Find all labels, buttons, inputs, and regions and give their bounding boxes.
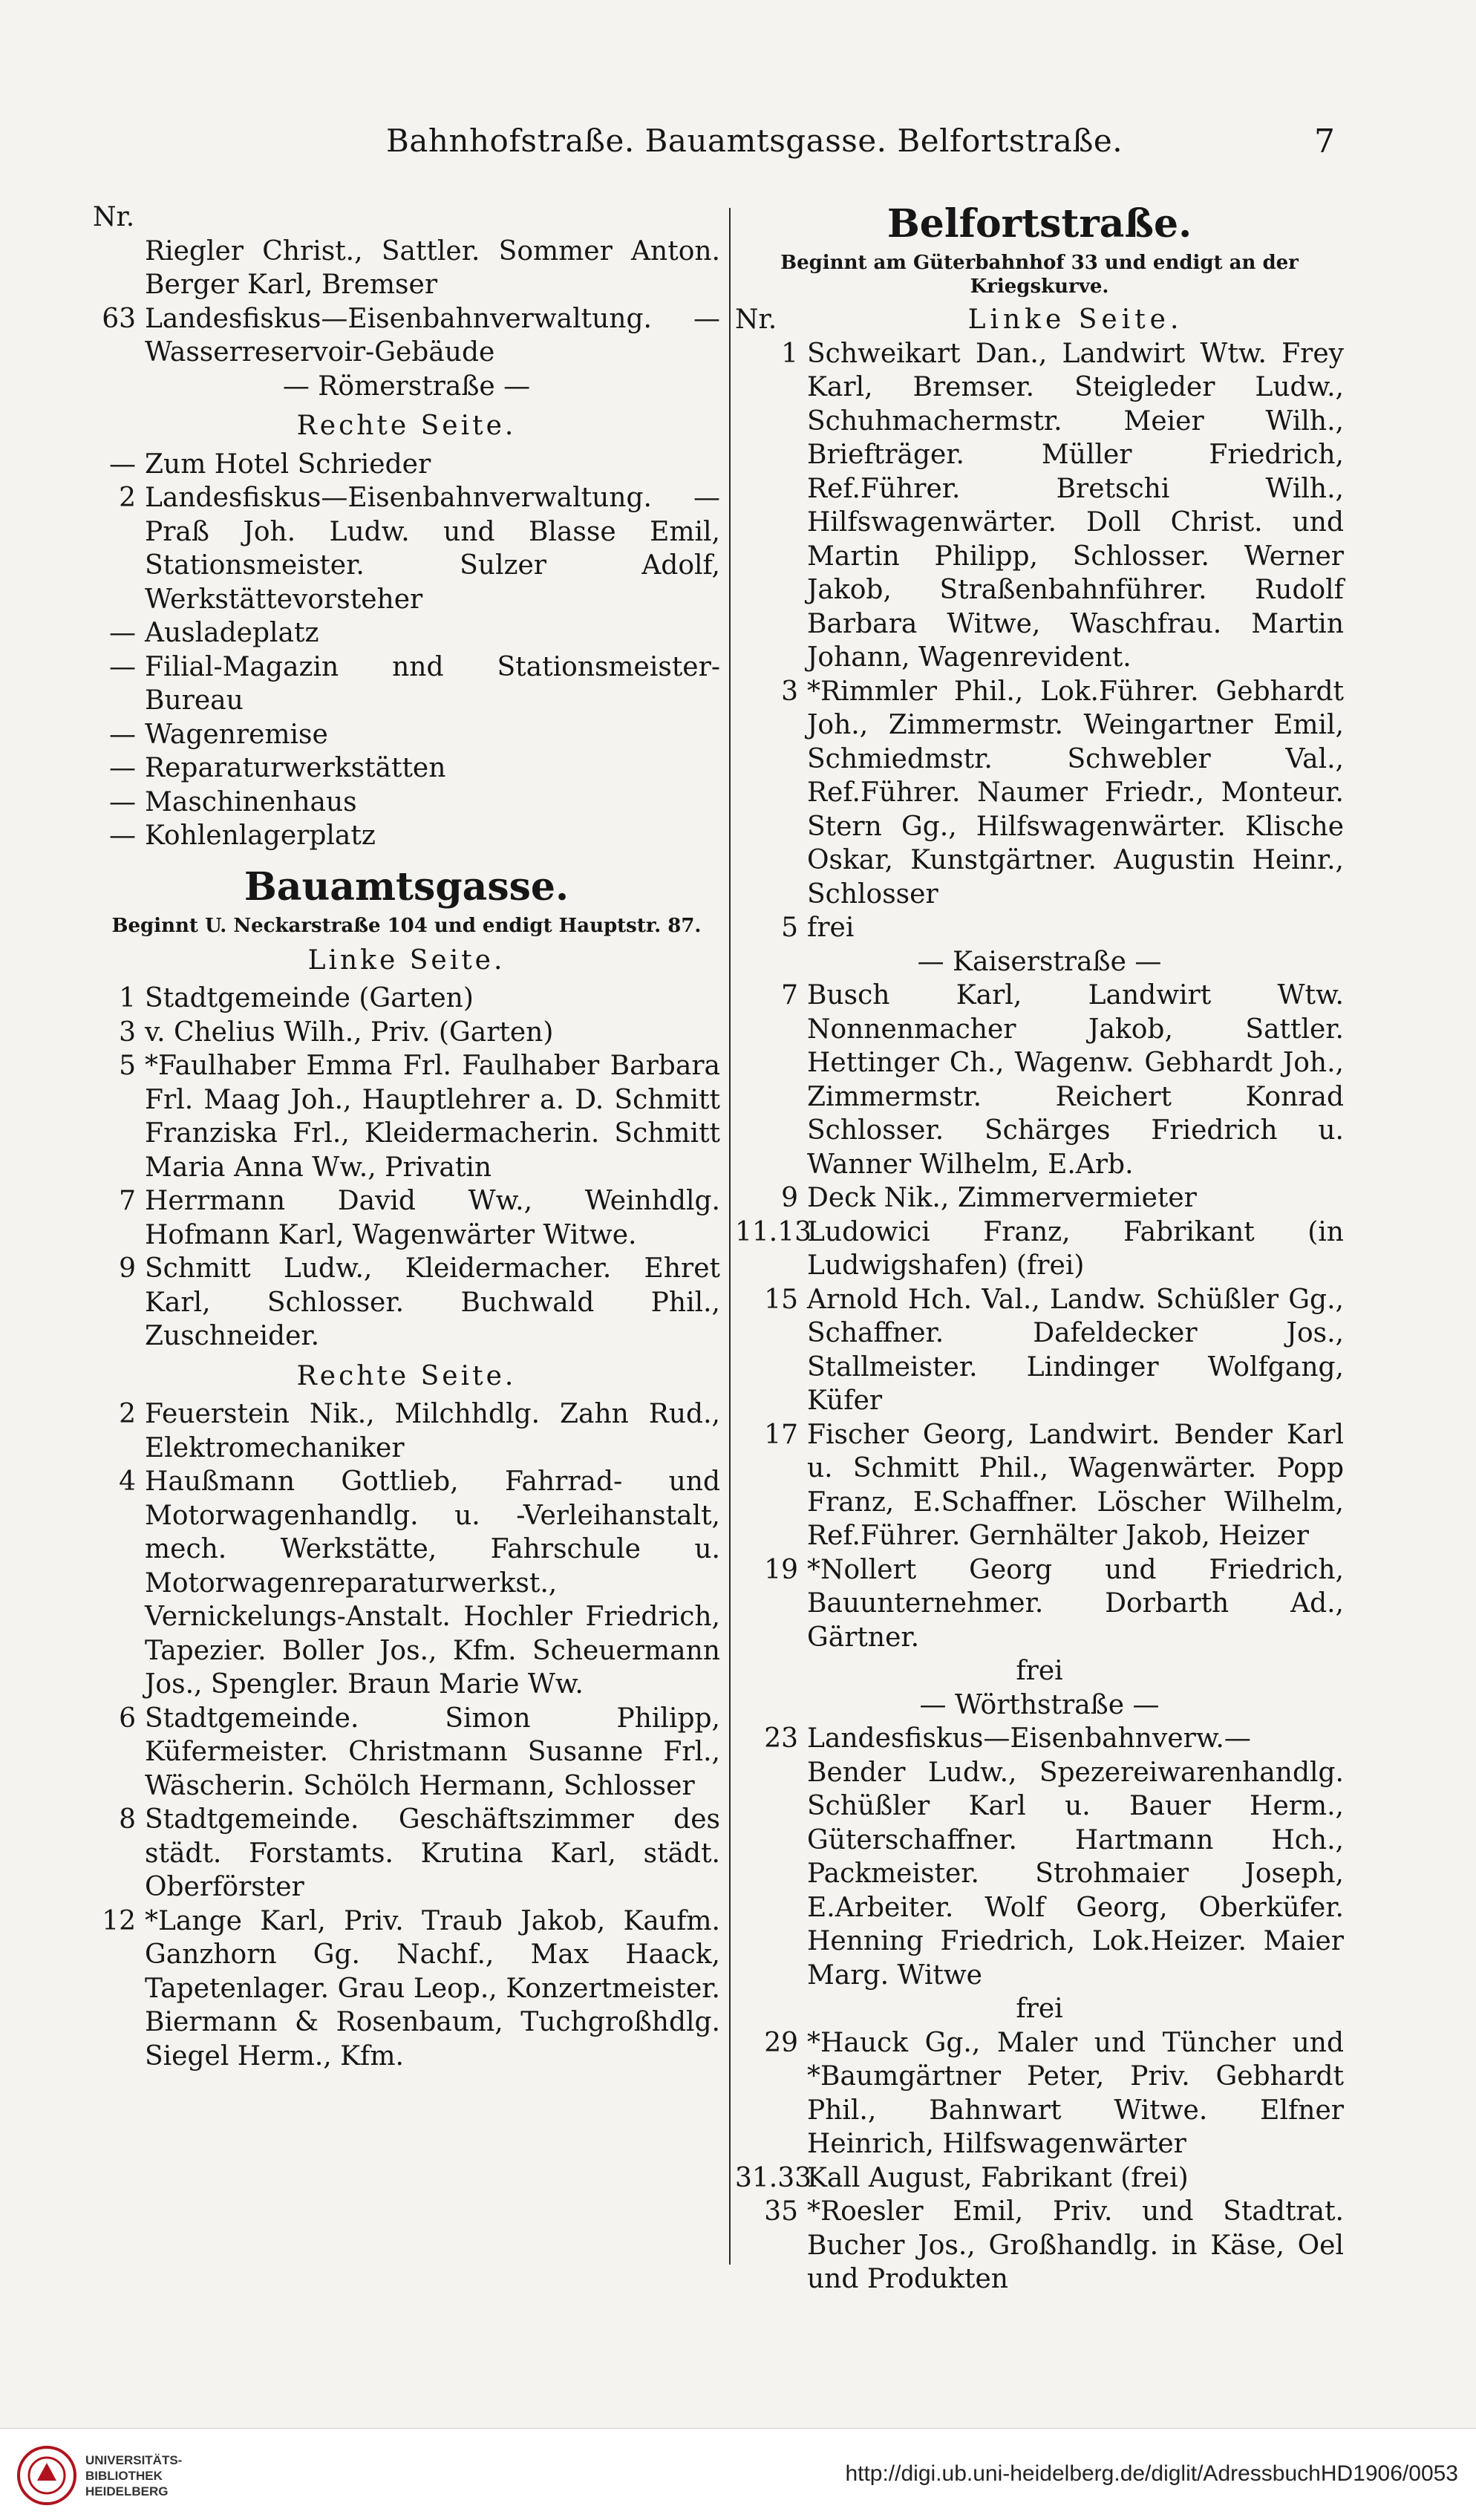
entry-text: Landesfiskus—Eisenbahnverwaltung. — Wasserreservoir-Gebäude: [145, 303, 720, 368]
house-number: 3: [119, 1016, 136, 1048]
entry-row: [735, 979, 1344, 1181]
vacant-note: frei: [1016, 1994, 1063, 2024]
entry-row: [93, 1049, 720, 1184]
entry-row: [735, 1722, 1344, 1992]
entry-row: [735, 2026, 1344, 2161]
entry-text: *Roesler Emil, Priv. und Stadtrat. Bucher Jos., Großhandlg. in Käse, Oel und Produkten: [807, 2196, 1344, 2294]
number-abbr: Nr.: [93, 202, 135, 232]
entry-row: [735, 1553, 1344, 1655]
entry-text: Riegler Christ., Sattler. Sommer Anton. Berger Karl, Bremser: [145, 235, 720, 300]
entry-text: Stadtgemeinde. Simon Philipp, Küfermeister. Christmann Susanne Frl., Wäscherin. Schölch Hermann, Schlosser: [145, 1703, 720, 1801]
entry-row: [93, 616, 720, 650]
side-heading: Linke Seite.: [307, 944, 506, 976]
entry-row: [735, 2161, 1344, 2196]
entry-text: v. Chelius Wilh., Priv. (Garten): [145, 1016, 554, 1048]
side-heading: Rechte Seite.: [296, 411, 517, 441]
library-seal-icon: [13, 2442, 80, 2509]
entry-row: [93, 650, 720, 718]
entry-row: [735, 675, 1344, 912]
entry-text: Fischer Georg, Landwirt. Bender Karl u. Schmitt Phil., Wagenwärter. Popp Franz, E.Schaffner. Löscher Wilhelm, Ref.Führer. Gernhälter Jakob, Heizer: [807, 1419, 1344, 1551]
street-description: Beginnt U. Neckarstraße 104 und endigt Hauptstr. 87.: [111, 914, 702, 937]
entry-row: [93, 1803, 720, 1904]
column-divider: [729, 208, 731, 2265]
house-number: —: [109, 618, 136, 648]
entry-list: [735, 1722, 1344, 1992]
cross-street: — Kaiserstraße —: [917, 946, 1162, 977]
entry-row: [93, 1397, 720, 1465]
entry-row: [93, 235, 720, 302]
street-description: Beginnt am Güterbahnhof 33 und endigt an der Kriegskurve.: [780, 252, 1299, 298]
source-url[interactable]: http://digi.ub.uni-heidelberg.de/diglit/AdressbuchHD1906/0053: [845, 2461, 1458, 2486]
entry-row: [93, 1184, 720, 1252]
side-heading: Linke Seite.: [967, 304, 1183, 335]
entry-text: *Lange Karl, Priv. Traub Jakob, Kaufm. Ganzhorn Gg. Nachf., Max Haack, Tapetenlager. Grau Leop., Konzertmeister. Biermann & Rosenbaum, Tuchgroßhdlg. Siegel Herm., Kfm.: [145, 1905, 720, 2072]
library-name: UNIVERSITÄTS- BIBLIOTHEK HEIDELBERG: [85, 2453, 183, 2498]
street-title: Bauamtsgasse.: [244, 864, 569, 910]
entry-row: [735, 1181, 1344, 1215]
entry-text: Filial-Magazin nnd Stationsmeister-Bureau: [145, 651, 720, 716]
entry-row: [93, 751, 720, 786]
entry-list: [93, 235, 720, 370]
house-number: —: [109, 820, 136, 851]
house-number: —: [109, 786, 136, 817]
house-number: 63: [102, 303, 136, 334]
house-number: —: [109, 651, 136, 682]
entry-text: Deck Nik., Zimmervermieter: [807, 1183, 1197, 1213]
entry-row: [93, 1252, 720, 1354]
entry-text: Kall August, Fabrikant (frei): [807, 2162, 1189, 2193]
entry-text: Ludowici Franz, Fabrikant (in Ludwigshafen) (frei): [807, 1216, 1344, 1281]
house-number: 6: [119, 1703, 136, 1734]
house-number: 5: [119, 1051, 136, 1081]
entry-list: [735, 337, 1344, 945]
house-number: —: [109, 448, 136, 480]
entry-text: Stadtgemeinde (Garten): [145, 983, 474, 1013]
column-subheader: [735, 303, 1344, 337]
house-number: 3: [781, 676, 798, 707]
entry-row: [93, 1702, 720, 1804]
entry-row: [93, 481, 720, 616]
house-number: 1: [781, 338, 798, 369]
entry-text: *Hauck Gg., Maler und Tüncher und *Baumgärtner Peter, Priv. Gebhardt Phil., Bahnwart Witwe. Elfner Heinrich, Hilfswagenwärter: [807, 2027, 1344, 2159]
entry-row: [93, 982, 720, 1016]
house-number: 17: [764, 1419, 798, 1450]
entry-text: Schmitt Ludw., Kleidermacher. Ehret Karl, Schlosser. Buchwald Phil., Zuschneider.: [145, 1253, 720, 1351]
entry-row: [735, 911, 1344, 945]
entry-text: *Faulhaber Emma Frl. Faulhaber Barbara Frl. Maag Joh., Hauptlehrer a. D. Schmitt Franziska Frl., Kleidermacherin. Schmitt Maria Anna Ww., Privatin: [145, 1051, 720, 1183]
entry-text: Schweikart Dan., Landwirt Wtw. Frey Karl, Bremser. Steigleder Ludw., Schuhmachermstr. Meier Wilh., Briefträger. Müller Friedrich, Ref.Führer. Bretschi Wilh., Hilfswagenwärter. Doll Christ. und Martin Philipp, Schlosser. Werner Jakob, Straßenbahnführer. Rudolf Barbara Witwe, Waschfrau. Martin Johann, Wagenrevident.: [807, 338, 1344, 673]
house-number: —: [109, 719, 136, 750]
house-number: 35: [764, 2196, 798, 2227]
running-header: [0, 123, 1476, 167]
house-number: 31.33: [735, 2162, 812, 2193]
entry-text: Busch Karl, Landwirt Wtw. Nonnenmacher Jakob, Sattler. Hettinger Ch., Wagenw. Gebhardt Joh., Zimmermstr. Reichert Konrad Schlosser. Schärges Friedrich u. Wanner Wilhelm, E.Arb.: [807, 980, 1344, 1180]
house-number: 12: [102, 1905, 136, 1936]
house-number: 15: [764, 1284, 798, 1315]
entry-text: Herrmann David Ww., Weinhdlg. Hofmann Karl, Wagenwärter Witwe.: [145, 1186, 720, 1250]
entry-list: [93, 982, 720, 1354]
entry-text: Stadtgemeinde. Geschäftszimmer des städt. Forstamts. Krutina Karl, städt. Oberförster: [145, 1804, 720, 1902]
house-number: 7: [119, 1186, 136, 1216]
entry-list: [735, 979, 1344, 1654]
entry-list: [735, 2026, 1344, 2297]
entry-row: [93, 718, 720, 752]
entry-list: [93, 448, 720, 853]
entry-text: Feuerstein Nik., Milchhdlg. Zahn Rud., Elektromechaniker: [145, 1399, 720, 1463]
side-heading: Rechte Seite.: [296, 1360, 517, 1391]
entry-row: [735, 1215, 1344, 1283]
entry-text: Landesfiskus—Eisenbahnverwaltung. — Praß Joh. Ludw. und Blasse Emil, Stationsmeister. Sulzer Adolf, Werkstättevorsteher: [145, 483, 720, 615]
entry-row: [735, 1283, 1344, 1418]
page-number: 7: [1314, 123, 1335, 160]
entry-text: Landesfiskus—Eisenbahnverw.— Bender Ludw., Spezereiwarenhandlg. Schüßler Karl u. Bauer Herm., Güterschaffner. Hartmann Hch., Packmeister. Strohmaier Joseph, E.Arbeiter. Wolf Georg, Oberküfer. Henning Friedrich, Lok.Heizer. Maier Marg. Witwe: [807, 1723, 1344, 1991]
entry-row: [735, 2195, 1344, 2297]
house-number: 23: [764, 1723, 798, 1754]
entry-text: Arnold Hch. Val., Landw. Schüßler Gg., Schaffner. Dafeldecker Jos., Stallmeister. Lindinger Wolfgang, Küfer: [807, 1284, 1344, 1416]
house-number: 19: [764, 1554, 798, 1585]
vacant-note: frei: [1016, 1656, 1063, 1686]
entry-text: Maschinenhaus: [145, 786, 357, 817]
house-number: 29: [764, 2027, 798, 2058]
house-number: —: [109, 753, 136, 783]
entry-text: Ausladeplatz: [145, 618, 319, 648]
cross-street: — Römerstraße —: [282, 371, 531, 402]
house-number: 8: [119, 1804, 136, 1835]
entry-row: [93, 1904, 720, 2074]
house-number: 7: [781, 980, 798, 1011]
entry-row: [93, 819, 720, 853]
house-number: 5: [781, 913, 798, 943]
house-number: 4: [119, 1466, 136, 1497]
entry-text: Reparaturwerkstätten: [145, 753, 446, 783]
entry-row: [93, 1465, 720, 1702]
entry-text: Zum Hotel Schrieder: [145, 448, 431, 480]
viewer-footer: [0, 2428, 1476, 2520]
entry-text: *Rimmler Phil., Lok.Führer. Gebhardt Joh., Zimmermstr. Weingartner Emil, Schmiedmstr. Schwebler Val., Ref.Führer. Naumer Friedr., Monteur. Stern Gg., Hilfswagenwärter. Klische Oskar, Kunstgärtner. Augustin Heinr., Schlosser: [807, 676, 1344, 910]
entry-text: frei: [807, 913, 855, 943]
entry-text: Kohlenlagerplatz: [145, 820, 376, 851]
house-number: 11.13: [735, 1216, 812, 1247]
entry-row: [735, 1418, 1344, 1553]
left-column: [93, 200, 720, 2073]
street-title: Belfortstraße.: [886, 201, 1192, 247]
running-title: Bahnhofstraße. Bauamtsgasse. Belfortstraße.: [386, 123, 1123, 159]
entry-row: [93, 786, 720, 820]
house-number: 9: [119, 1253, 136, 1284]
cross-street: — Wörthstraße —: [919, 1689, 1160, 1720]
house-number: 1: [119, 983, 136, 1013]
house-number: 2: [119, 1399, 136, 1429]
number-abbr: Nr.: [735, 304, 777, 335]
entry-row: [93, 302, 720, 370]
house-number: 2: [119, 483, 136, 513]
entry-row: [93, 1016, 720, 1050]
entry-list: [93, 1397, 720, 2073]
entry-text: *Nollert Georg und Friedrich, Bauunternehmer. Dorbarth Ad., Gärtner.: [807, 1554, 1344, 1653]
house-number: 9: [781, 1183, 798, 1213]
entry-text: Haußmann Gottlieb, Fahrrad- und Motorwagenhandlg. u. -Verleihanstalt, mech. Werkstätte, Fahrschule u. Motorwagenreparaturwerkst., Vernickelungs-Anstalt. Hochler Friedrich, Tapezier. Boller Jos., Kfm. Scheuermann Jos., Spengler. Braun Marie Ww.: [145, 1466, 720, 1700]
entry-text: Wagenremise: [145, 719, 328, 750]
entry-row: [93, 448, 720, 482]
right-column: [735, 200, 1344, 2297]
entry-row: [735, 337, 1344, 675]
